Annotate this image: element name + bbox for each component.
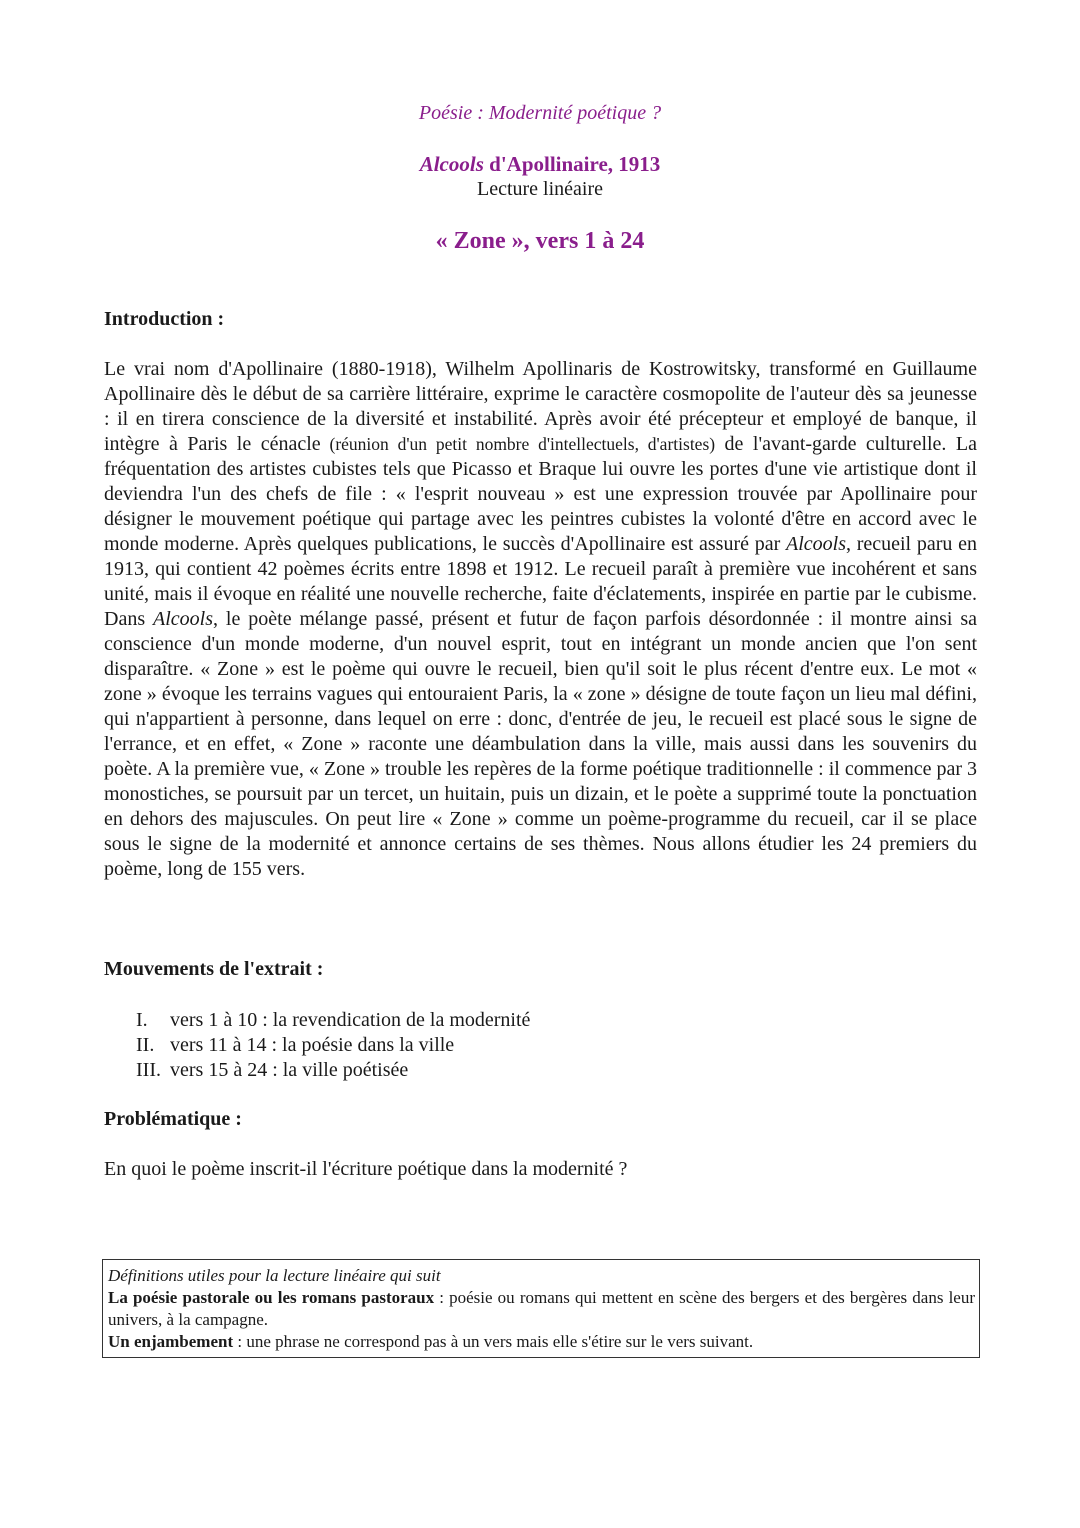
problematique-heading: Problématique : xyxy=(104,1108,242,1130)
movement-text: vers 15 à 24 : la ville poétisée xyxy=(170,1059,409,1081)
list-item xyxy=(136,1033,530,1058)
movement-number: I. xyxy=(136,1009,148,1031)
intro-text-small: (réunion d'un petit nombre d'intellectuels, d'artistes) xyxy=(320,434,716,454)
lecture-label: Lecture linéaire xyxy=(476,178,604,200)
intro-alcools-1: Alcools xyxy=(785,533,846,555)
work-title xyxy=(0,152,1080,177)
definitions-title: Définitions utiles pour la lecture linéaire qui suit xyxy=(108,1266,441,1285)
definition-text: : poésie ou romans qui mettent en scène des bergers et des bergères dans leur univers, à la campagne. xyxy=(108,1288,976,1329)
movements-heading: Mouvements de l'extrait : xyxy=(104,958,324,980)
definition-term: La poésie pastorale ou les romans pastoraux xyxy=(108,1288,435,1307)
list-item xyxy=(136,1008,530,1033)
definitions-box xyxy=(102,1259,980,1358)
intro-text-3: , recueil paru en 1913, qui contient 42 poèmes écrits entre 1898 et 1912. Le recueil paraît à première vue incohérent et sans unité, mais il évoque en réalité une nouvelle recherche, faite d'éclatements, inspirée en partie par le cubisme. Dans xyxy=(104,533,977,630)
introduction-paragraph xyxy=(104,357,977,882)
movement-text: vers 1 à 10 : la revendication de la modernité xyxy=(170,1009,531,1031)
intro-text-1: Le vrai nom d'Apollinaire (1880-1918), Wilhelm Apollinaris de Kostrowitsky, transformé en Guillaume Apollinaire dès le début de sa carrière littéraire, exprime le caractère cosmopolite de l'auteur dès sa jeunesse : il en tirera conscience de la diversité et instabilité. Après avoir été précepteur et employé de banque, il intègre à Paris le cénacle xyxy=(104,358,977,455)
definition-enjambement xyxy=(108,1331,975,1353)
intro-text-2: de l'avant-garde culturelle. La fréquentation des artistes cubistes tels que Picasso et Braque lui ouvre les portes d'une vie artistique dont il deviendra l'un des chefs de file : « l'esprit nouveau » est une expression trouvée par Apollinaire pour désigner le mouvement poétique qui partage avec les peintres cubistes la volonté d'être en accord avec le monde moderne. Après quelques publications, le succès d'Apollinaire est assuré par xyxy=(104,433,977,555)
list-item xyxy=(136,1058,530,1083)
section-kicker: Poésie : Modernité poétique ? xyxy=(418,102,662,124)
movement-text: vers 11 à 14 : la poésie dans la ville xyxy=(170,1034,455,1056)
definition-pastorale xyxy=(108,1287,975,1331)
work-title-rest: d'Apollinaire, 1913 xyxy=(483,152,661,176)
introduction-heading: Introduction : xyxy=(104,308,225,330)
problematique-question: En quoi le poème inscrit-il l'écriture poétique dans la modernité ? xyxy=(104,1158,628,1180)
intro-alcools-2: Alcools xyxy=(153,608,214,630)
movement-number: II. xyxy=(136,1034,155,1056)
movement-number: III. xyxy=(136,1059,161,1081)
work-title-italic: Alcools xyxy=(419,152,484,176)
definition-term: Un enjambement xyxy=(108,1332,234,1351)
movements-list xyxy=(136,1008,530,1083)
definition-text: : une phrase ne correspond pas à un vers mais elle s'étire sur le vers suivant. xyxy=(233,1332,754,1351)
poem-title: « Zone », vers 1 à 24 xyxy=(435,228,645,254)
intro-text-4: , le poète mélange passé, présent et futur de façon parfois désordonnée : il montre ainsi sa conscience d'un monde moderne, d'un nouvel esprit, tout en intégrant un monde ancien que l'on sent disparaître. « Zone » est le poème qui ouvre le recueil, bien qu'il soit le plus récent d'entre eux. Le mot « zone » évoque les terrains vagues qui entouraient Paris, la « zone » désigne de toute façon un lieu mal défini, qui n'appartient à personne, dans lequel on erre : donc, d'entrée de jeu, le recueil est placé sous le signe de l'errance, et en effet, « Zone » raconte une déambulation dans la ville, mais aussi dans les souvenirs du poète. A la première vue, « Zone » trouble les repères de la forme poétique traditionnelle : il commence par 3 monostiches, se poursuit par un tercet, un huitain, puis un dizain, et le poète a supprimé toute la ponctuation en dehors des majuscules. On peut lire « Zone » comme un poème-programme du recueil, car il se place sous le signe de la modernité et annonce certains de ses thèmes. Nous allons étudier les 24 premiers du poème, long de 155 vers. xyxy=(104,608,978,880)
